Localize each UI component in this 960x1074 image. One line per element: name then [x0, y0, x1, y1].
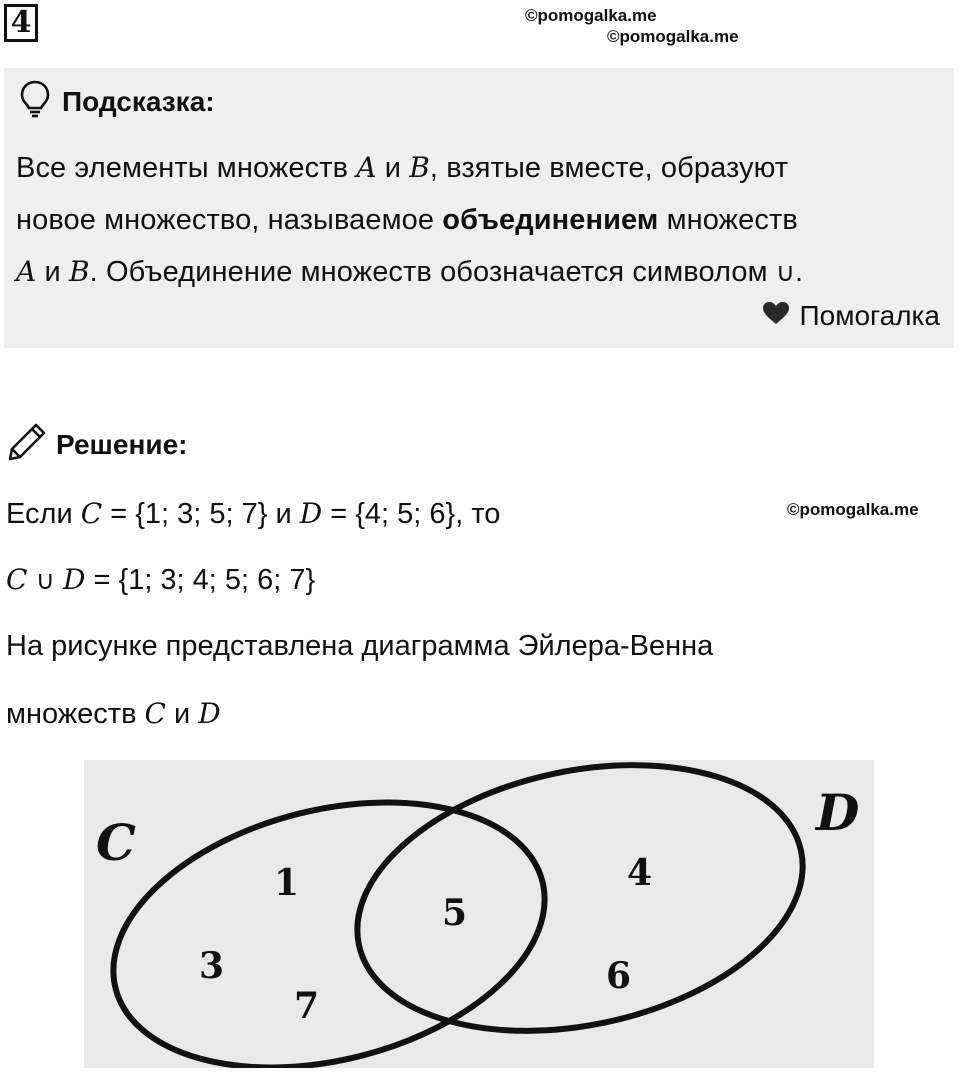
solution-line-4 — [6, 697, 221, 731]
signature-text: Помогалка — [799, 300, 940, 331]
hint-text-fragment: . Объединение множеств обозначается символом — [89, 256, 776, 288]
hint-bold-term: объединением — [442, 204, 659, 236]
hint-text-fragment: , взятые вместе, образуют — [429, 152, 789, 184]
hint-text-fragment: и — [376, 152, 410, 184]
hint-line-2 — [16, 194, 941, 246]
solution-line-2 — [6, 563, 315, 597]
hint-line-1 — [16, 142, 941, 194]
solution-text-fragment: множеств — [6, 698, 145, 730]
math-var-d: D — [299, 497, 323, 530]
watermark-top-1: ©pomogalka.me — [525, 6, 657, 25]
math-var-c: C — [144, 697, 166, 730]
solution-text-fragment: и — [165, 698, 199, 730]
hint-text-fragment: новое множество, называемое — [16, 204, 443, 236]
pencil-icon — [6, 421, 48, 470]
element-c-only-3: 3 — [199, 945, 225, 987]
math-var-a: A — [16, 255, 37, 288]
venn-diagram-svg — [84, 760, 874, 1068]
venn-diagram — [84, 760, 874, 1068]
set-d-ellipse — [333, 760, 828, 1068]
math-var-c: C — [80, 497, 103, 530]
solution-header — [6, 420, 187, 470]
signature — [762, 300, 940, 332]
math-var-d: D — [63, 563, 86, 596]
solution-text-fragment: Если — [6, 498, 81, 530]
solution-line-1 — [6, 497, 500, 531]
hint-text-fragment: и — [36, 256, 69, 288]
hint-title: Подсказка: — [62, 86, 215, 117]
lightbulb-icon — [20, 80, 50, 125]
element-c-only-7: 7 — [294, 985, 320, 1027]
math-var-d: D — [198, 697, 221, 730]
hint-text-fragment: Все элементы множеств — [16, 152, 357, 184]
hint-text-fragment: множеств — [658, 204, 798, 236]
element-c-only-1: 1 — [274, 862, 300, 904]
hint-line-3 — [16, 246, 941, 299]
hint-text — [16, 142, 941, 299]
element-intersection-5: 5 — [442, 892, 468, 934]
heart-icon — [762, 300, 790, 332]
solution-text-fragment: = {1; 3; 4; 5; 6; 7} — [85, 564, 316, 596]
task-number: 4 — [10, 5, 32, 40]
element-d-only-4: 4 — [627, 852, 653, 894]
hint-box — [4, 68, 954, 348]
set-c-label: C — [96, 813, 136, 872]
solution-text-fragment: = {1; 3; 5; 7} и — [102, 498, 300, 530]
math-var-b: B — [409, 151, 430, 184]
solution-text-fragment: = {4; 5; 6}, то — [322, 498, 501, 530]
math-var-b: B — [68, 255, 90, 288]
set-c-ellipse — [85, 760, 572, 1068]
math-var-c: C — [6, 563, 28, 596]
union-symbol: ∪ — [775, 258, 795, 288]
hint-text-fragment: . — [794, 256, 804, 288]
watermark-mid: ©pomogalka.me — [787, 500, 919, 519]
union-symbol: ∪ — [27, 566, 63, 596]
set-d-label: D — [816, 783, 860, 842]
math-var-a: A — [356, 151, 377, 184]
solution-title: Решение: — [56, 429, 188, 460]
watermark-top-2: ©pomogalka.me — [607, 27, 739, 46]
solution-line-3: На рисунке представлена диаграмма Эйлера-Венна — [6, 630, 714, 662]
element-d-only-6: 6 — [606, 955, 632, 997]
hint-header — [20, 82, 215, 122]
task-number-box — [4, 4, 38, 42]
